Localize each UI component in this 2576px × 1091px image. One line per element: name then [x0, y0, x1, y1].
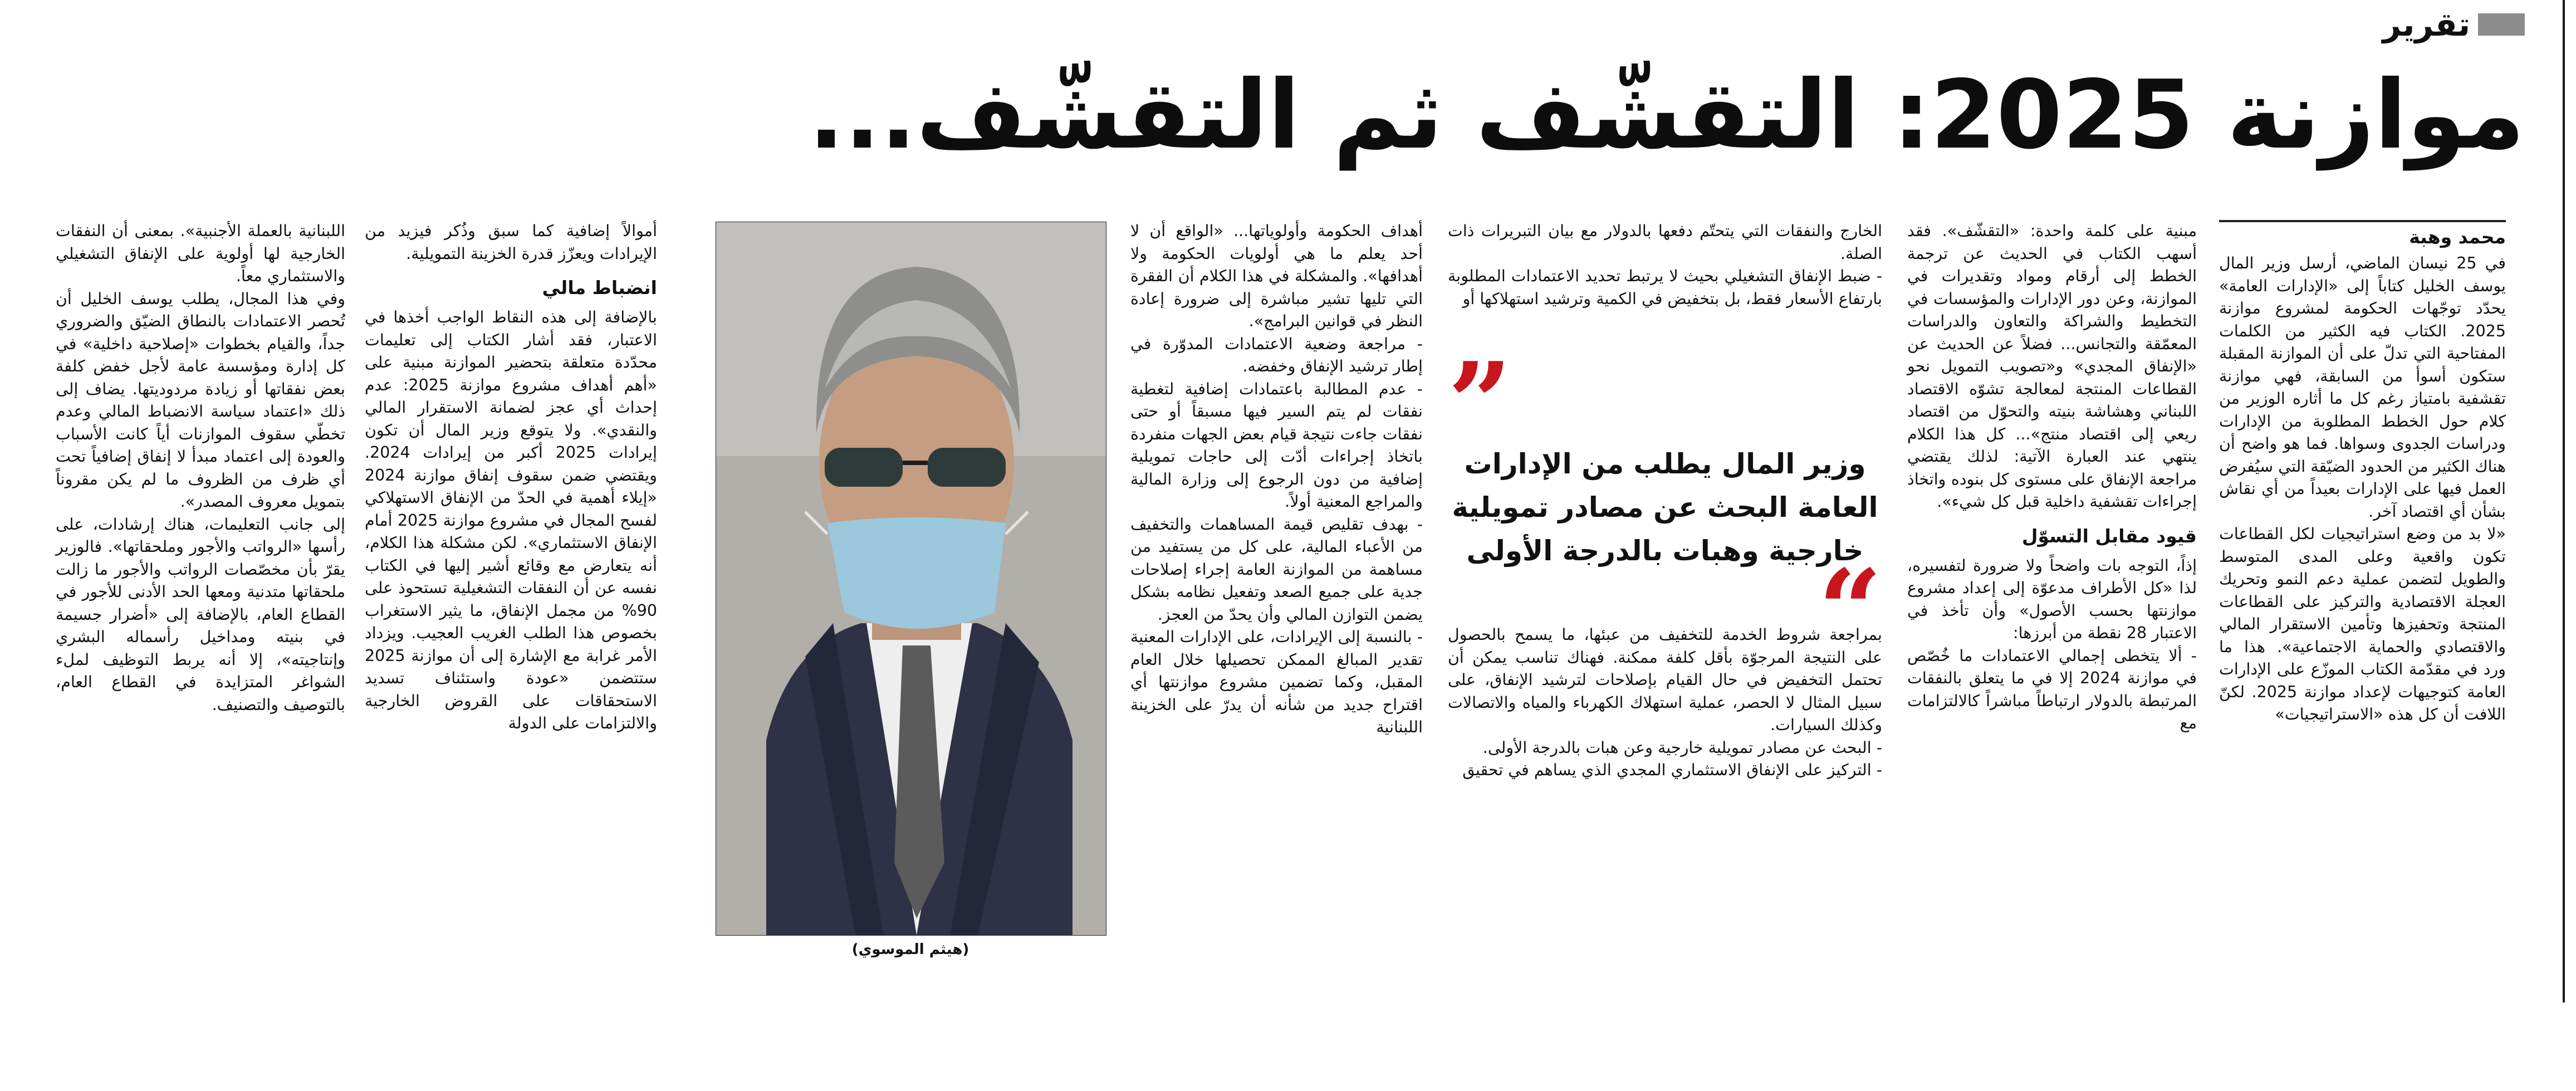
portrait-illustration	[716, 222, 1106, 935]
paragraph: بمراجعة شروط الخدمة للتخفيف من عبئها، ما يسمح بالحصول على النتيجة المرجوّة بأقل كلفة ممكنة. فهناك تناسب يمكن أن تحتمل التخفيض في حال القيام بإصلاحات لترشيد الإنفاق، على سبيل المثال لا الحصر، عملية استهلاك الكهرباء والمياه والاتصالات وكذلك السيارات.	[1448, 625, 1882, 734]
subheading: قيود مقابل التسوّل	[2021, 525, 2197, 547]
kicker-bar	[2478, 13, 2525, 36]
paragraph: في 25 نيسان الماضي، أرسل وزير المال يوسف الخليل كتاباً إلى «الإدارات العامة» يحدّد توجّهات الحكومة لمشروع موازنة 2025. الكتاب فيه الكثير من الكلمات المفتاحية التي تدلّ على أن الموازنة المقبلة ستكون أسوأ من السابقة، فهي موازنة تقشفية بامتياز رغم كل ما أثاره الوزير من كلام حول الخطط المطلوبة من الإدارات ودراسات الجدوى وسواها. فما هو واضح أن هناك الكثير من الحدود الضيّقة التي سيُفرض العمل فيها على الإدارات بعيداً من أي نقاش بشأن أي اقتصاد آخر.	[2219, 254, 2506, 521]
paragraph: - عدم المطالبة باعتمادات إضافية لتغطية نفقات لم يتم السير فيها مسبقاً أو حتى نفقات جاءت نتيجة قيام بعض الجهات منفردة باتخاذ إجراءات أدّت إلى حاجات تمويلية إضافية من دون الرجوع إلى وزارة المالية والمراجع المعنية أولاً.	[1130, 379, 1423, 511]
paragraph: الخارج والنفقات التي يتحتّم دفعها بالدولار مع بيان التبريرات ذات الصلة.	[1448, 222, 1882, 263]
pull-quote-text: وزير المال يطلب من الإدارات العامة البحث عن مصادر تمويلية خارجية وهبات بالدرجة الأولى	[1452, 448, 1878, 567]
page-edge-rule	[2563, 0, 2565, 1002]
paragraph: - ألا يتخطى إجمالي الاعتمادات ما خُصّص في موازنة 2024 إلا في ما يتعلق بالنفقات المرتبطة بالدولار ارتباطاً مباشراً كالالتزامات مع	[1907, 646, 2197, 732]
paragraph: اللبنانية بالعملة الأجنبية». بمعنى أن النفقات الخارجية لها أولوية على الإنفاق التشغيلي والاستثماري معاً.	[56, 222, 345, 285]
section-kicker	[2383, 6, 2525, 43]
paragraph: إلى جانب التعليمات، هناك إرشادات، على رأسها «الرواتب والأجور وملحقاتها». فالوزير يقرّ بأن مخصّصات الرواتب والأجور ما زالت ملحقاتها متدنية ومعها الحد الأدنى للأجور في القطاع العام، بالإضافة إلى «أضرار جسيمة في بنيته ومداخيل رأسماله البشري وإنتاجيته»، إلا أنه يربط التوظيف لملء الشواغر المتزايدة في القطاع العام، بالتوصيف والتصنيف.	[56, 515, 345, 714]
byline: محمد وهبة	[2219, 220, 2506, 250]
quote-open-icon: ”	[1448, 338, 1512, 469]
subheading: انضباط مالي	[542, 277, 657, 299]
paragraph: أموالاً إضافية كما سبق وذُكر فيزيد من الإيرادات ويعزّز قدرة الخزينة التمويلية.	[365, 222, 657, 263]
quote-close-icon: “	[1818, 545, 1882, 676]
paragraph: - مراجعة وضعية الاعتمادات المدوّرة في إطار ترشيد الإنفاق وخفضه.	[1130, 334, 1423, 375]
paragraph: أهداف الحكومة وأولوياتها... «الواقع أن لا أحد يعلم ما هي أولويات الحكومة ولا أهدافها». والمشكلة في هذا الكلام أن الفقرة التي تليها تشير مباشرة إلى ضرورة إعادة النظر في قوانين البرامج».	[1130, 222, 1423, 330]
article-column-3-top	[1448, 220, 1882, 310]
paragraph: مبنية على كلمة واحدة: «التقشّف». فقد أسهب الكتاب في الحديث عن ترجمة الخطط إلى أرقام ومواد وتقديرات في الموازنة، وعن دور الإدارات والمؤسسات في التخطيط والشراكة والتعاون والدراسات المعمّقة والتجانس... فضلاً عن الحديث عن «الإنفاق المجدي» و«تصويب التمويل نحو القطاعات المنتجة لمعالجة تشوّه الاقتصاد اللبناني وهشاشة بنيته والتحوّل من اقتصاد ريعي إلى اقتصاد منتج»... كل هذا الكلام ينتهي عند العبارة الآتية: لذلك يقتضي مراجعة الإنفاق على مستوى كل بنوده واتخاذ إجراءات تقشفية داخلية قبل كل شيء».	[1907, 222, 2197, 511]
paragraph: إذاً، التوجه بات واضحاً ولا ضرورة لتفسيره، لذا «كل الأطراف مدعوّة إلى إعداد مشروع موازنتها بحسب الأصول» وأن تأخذ في الاعتبار 28 نقطة من أبرزها:	[1907, 556, 2197, 642]
paragraph: - التركيز على الإنفاق الاستثماري المجدي الذي يساهم في تحقيق	[1462, 761, 1882, 779]
article-column-1	[2219, 220, 2506, 726]
pull-quote	[1448, 338, 1882, 676]
article-column-6	[56, 220, 345, 716]
photo-caption: (هيثم الموسوي)	[851, 941, 969, 958]
portrait-photo	[716, 222, 1106, 936]
section-label: تقرير	[2382, 6, 2470, 43]
paragraph: بالإضافة إلى هذه النقاط الواجب أخذها في الاعتبار، فقد أشار الكتاب إلى تعليمات محدّدة متعلقة بتحضير الموازنة مبنية على «أهم أهداف مشروع موازنة 2025: عدم إحداث أي عجز لضمانة الاستقرار المالي والنقدي». ولا يتوقع وزير المال أن تكون إيرادات 2025 أكبر من إيرادات 2024. ويقتضي ضمن سقوف إنفاق موازنة 2024 «إيلاء أهمية في الحدّ من الإنفاق الاستهلاكي لفسح المجال في مشروع موازنة 2025 أمام الإنفاق الاستثماري». لكن مشكلة هذا الكلام، أنه يتعارض مع وقائع أشير إليها في الكتاب نفسه عن أن النفقات التشغيلية تستحوذ على 90% من مجمل الإنفاق، ما يثير الاستغراب بخصوص هذا الطلب الغريب العجيب. ويزداد الأمر غرابة مع الإشارة إلى أن موازنة 2025 ستتضمن «عودة واستئناف تسديد الاستحقاقات على القروض الخارجية والالتزامات على الدولة	[365, 308, 658, 732]
headline: موازنة 2025: التقشّف ثم التقشّف...	[808, 60, 2525, 170]
article-column-4	[1130, 220, 1423, 739]
paragraph: - بالنسبة إلى الإيرادات، على الإدارات المعنية تقدير المبالغ الممكن تحصيلها خلال العام المقبل، وكما تضمين مشروع موازنتها أي اقتراح جديد من شأنه أن يدرّ على الخزينة اللبنانية	[1130, 628, 1423, 736]
paragraph: - بهدف تقليص قيمة المساهمات والتخفيف من الأعباء المالية، على كل من يستفيد من مساهمة من الموازنة العامة إجراء إصلاحات جدية على جميع الصعد وتفعيل نظامه بشكل يضمن التوازن المالي وأن يحدّ من العجز.	[1130, 515, 1423, 624]
paragraph: وفي هذا المجال، يطلب يوسف الخليل أن تُحصر الاعتمادات بالنطاق الضيّق والضروري جداً، والقيام بخطوات «إصلاحية داخلية» في كل إدارة ومؤسسة عامة لأجل خفض كلفة بعض نفقاتها أو زيادة مردوديتها. يضاف إلى ذلك «اعتماد سياسة الانضباط المالي وعدم تخطّي سقوف الموازنات أياً كانت الأسباب والعودة إلى اعتماد مبدأ لا إنفاق إضافياً تحت أي ظرف من الظروف ما لم يكن مقروناً بتمويل معروف المصدر».	[56, 289, 345, 511]
paragraph: - ضبط الإنفاق التشغيلي بحيث لا يرتبط تحديد الاعتمادات المطلوبة بارتفاع الأسعار فقط، بل بتخفيض في الكمية وترشيد استهلاكها أو	[1448, 267, 1882, 308]
article-column-5	[365, 220, 657, 735]
paragraph: - البحث عن مصادر تمويلية خارجية وعن هبات بالدرجة الأولى.	[1482, 738, 1882, 757]
article-column-3-bottom	[1448, 624, 1882, 782]
paragraph: «لا بد من وضع استراتيجيات لكل القطاعات تكون واقعية وعلى المدى المتوسط والطويل لتضمن عملية دعم النمو وتحريك العجلة الاقتصادية والتركيز على القطاعات المنتجة وتحفيزها وتأمين الاستقرار المالي والاقتصادي والحماية الاجتماعية». هذا ما ورد في مقدّمة الكتاب الموزّع على الإدارات العامة كتوجيهات لإعداد موازنة 2025. لكنّ اللافت أن كل هذه «الاستراتيجيات»	[2219, 525, 2506, 723]
article-column-2	[1907, 220, 2197, 735]
